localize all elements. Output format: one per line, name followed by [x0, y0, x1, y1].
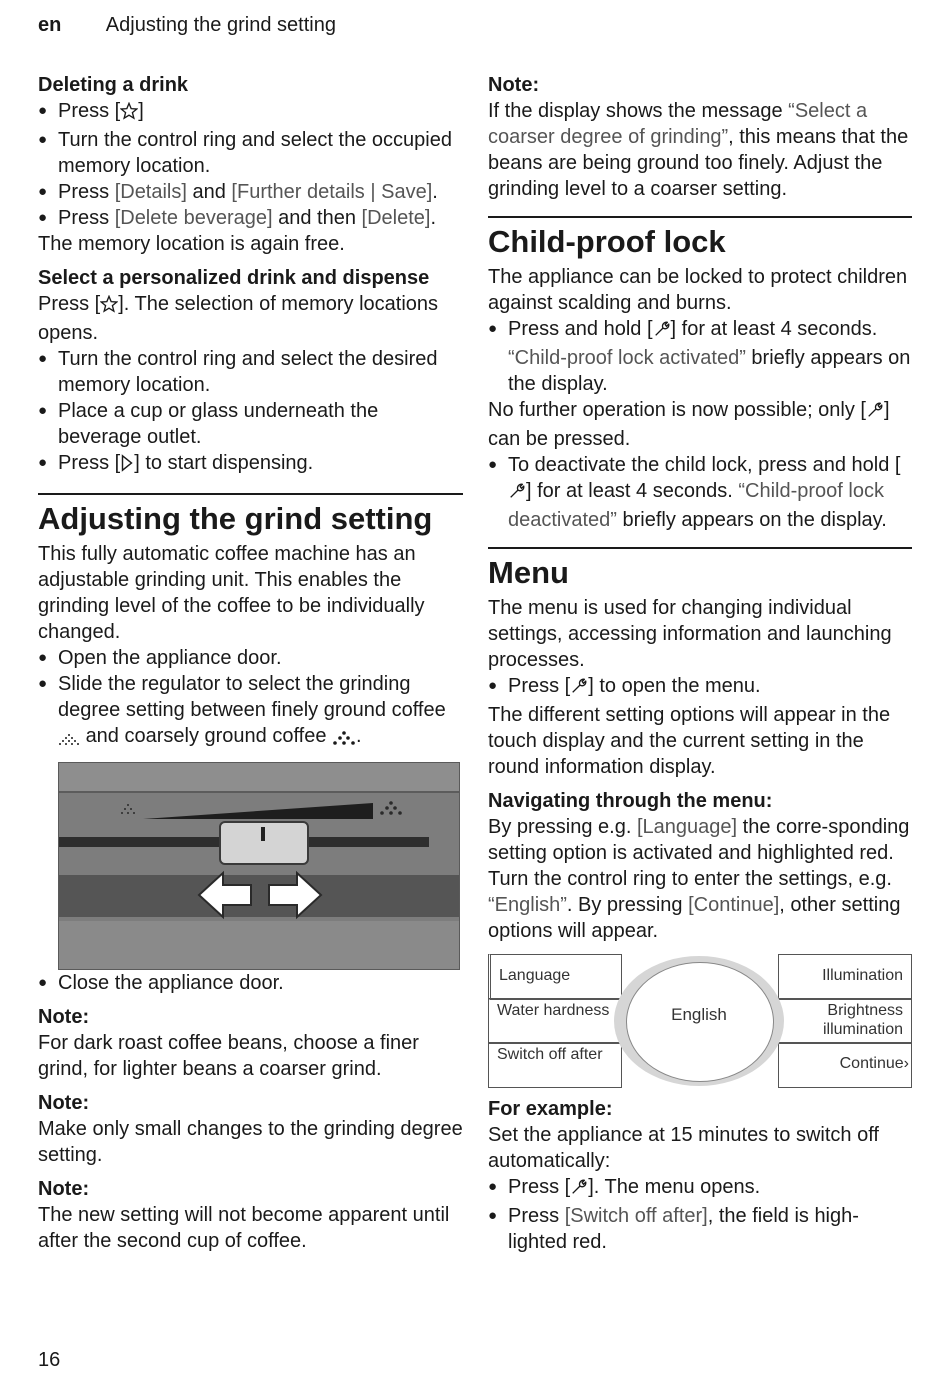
select-steps — [38, 346, 463, 479]
list-item: ● Press [ ] to open the menu. — [488, 673, 912, 702]
list-item: ● Turn the control ring and select the occupied memory location. — [38, 127, 463, 179]
display-text: [Details] — [114, 181, 187, 203]
childlock-deactivate — [488, 452, 912, 533]
list-item: ● Press and hold [ ] for at least 4 seconds. “Child-proof lock activated” briefly appears on the display. — [488, 316, 912, 397]
list-item: ● Press [ ] to start dispensing. — [38, 450, 463, 479]
nav-heading: Navigating through the menu: — [488, 790, 773, 812]
list-item: ● Open the appliance door. — [38, 645, 463, 671]
display-text: “English” — [488, 894, 567, 916]
grind-close-step — [38, 970, 463, 996]
menu-option-water-hardness[interactable]: Water hardness — [488, 998, 622, 1044]
childlock-steps — [488, 316, 912, 397]
slide-arrows-icon — [195, 869, 325, 921]
star-icon — [100, 294, 118, 320]
fine-grind-icon — [58, 726, 80, 752]
display-text: [Switch off after] — [564, 1205, 708, 1227]
grind-regulator-slider[interactable] — [219, 821, 309, 865]
menu-intro: The menu is used for changing individual settings, accessing information and launching processes. — [488, 597, 892, 671]
display-text: [Delete] — [361, 207, 431, 229]
childlock-heading: Child-proof lock — [488, 224, 726, 259]
menu-option-brightness-illumination[interactable]: Brightness illumination — [778, 998, 912, 1044]
select-intro: Press [ ]. The selection of memory locations opens. — [38, 293, 439, 344]
menu-option-switch-off-after[interactable]: Switch off after — [488, 1042, 622, 1088]
list-item: ● To deactivate the child lock, press and hold [] for at least 4 seconds. “Child-proof lock deactivated” briefly appears on the display. — [488, 452, 912, 533]
note-text: Make only small changes to the grinding degree setting. — [38, 1118, 463, 1166]
display-text: [Continue] — [688, 894, 780, 916]
menu-heading: Menu — [488, 555, 569, 590]
display-text: “Child-proof lock deactivated” — [508, 480, 884, 531]
nav-text-2: Turn the control ring to enter the settings, e.g. “English”. By pressing [Continue], other setting options will appear. — [488, 868, 901, 942]
page-header — [38, 14, 336, 37]
menu-continue-button[interactable]: Continue› — [778, 1042, 912, 1088]
example-heading: For example: — [488, 1098, 613, 1120]
appliance-top-panel — [59, 763, 459, 793]
childlock-intro: The appliance can be locked to protect children against scalding and burns. — [488, 266, 908, 314]
menu-option-language[interactable]: Language — [488, 954, 622, 1000]
menu-options: The different setting options will appear in the touch display and the current setting in the round information display. — [488, 704, 891, 778]
coarse-grind-icon — [332, 726, 356, 752]
coarse-grind-icon — [379, 801, 403, 817]
list-item: ● Close the appliance door. — [38, 970, 463, 996]
note-label: Note: — [38, 1006, 90, 1028]
header-title: Adjusting the grind setting — [105, 14, 336, 36]
nav-text-1: By pressing e.g. [Language] the corre-sponding setting option is activated and highlighted red. — [488, 816, 910, 864]
right-column — [488, 72, 912, 1255]
list-item: ● Press [Details] and [Further details | Save]. — [38, 179, 463, 205]
deleting-steps — [38, 98, 463, 231]
grind-scale-wedge — [143, 799, 393, 823]
deleting-result: The memory location is again free. — [38, 233, 345, 255]
display-text: “Select a coarser degree of grinding” — [488, 100, 868, 148]
regulator-marker — [261, 827, 265, 841]
childlock-further: No further operation is now possible; only [ ] can be pressed. — [488, 399, 890, 450]
wrench-icon — [653, 319, 671, 345]
list-item: ● Turn the control ring and select the desired memory location. — [38, 346, 463, 398]
grind-heading: Adjusting the grind setting — [38, 501, 433, 536]
grind-intro: This fully automatic coffee machine has an adjustable grinding unit. This enables the grinding level of the coffee to be individually changed. — [38, 543, 425, 643]
display-text: [Delete beverage] — [114, 207, 273, 229]
menu-option-illumination[interactable]: Illumination — [778, 954, 912, 1000]
page-number: 16 — [38, 1349, 61, 1371]
fine-grind-icon — [117, 803, 139, 817]
grinder-regulator-illustration — [58, 762, 460, 970]
list-item: ● Slide the regulator to select the grinding degree setting between finely ground coffee and coarsely ground coffee . — [38, 671, 463, 752]
appliance-base — [59, 921, 459, 970]
grind-steps — [38, 645, 463, 752]
note-text: The new setting will not become apparent until after the second cup of coffee. — [38, 1204, 450, 1252]
deleting-heading: Deleting a drink — [38, 74, 189, 96]
list-item: ● Press [Delete beverage] and then [Delete]. — [38, 205, 463, 231]
list-item: ● Press [Switch off after], the field is high-lighted red. — [488, 1203, 912, 1255]
wrench-icon — [866, 400, 884, 426]
note-label: Note: — [488, 74, 540, 96]
wrench-icon — [570, 1177, 588, 1203]
section-divider — [38, 493, 463, 495]
left-column — [38, 72, 463, 1254]
current-setting-value: English — [671, 1005, 727, 1024]
example-intro: Set the appliance at 15 minutes to switch off automatically: — [488, 1124, 879, 1172]
wrench-icon — [570, 676, 588, 702]
section-divider — [488, 216, 912, 218]
list-item: ● Place a cup or glass underneath the beverage outlet. — [38, 398, 463, 450]
menu-display-diagram — [488, 954, 912, 1088]
list-item: ● Press [ ]. The menu opens. — [488, 1174, 912, 1203]
display-text: “Child-proof lock activated” — [508, 347, 746, 369]
select-heading: Select a personalized drink and dispense — [38, 267, 430, 289]
note-text: For dark roast coffee beans, choose a finer grind, for lighter beans a coarser grind. — [38, 1032, 419, 1080]
note-label: Note: — [38, 1178, 90, 1200]
display-text: [Further details | Save] — [231, 181, 433, 203]
list-item: ● Press [ ] — [38, 98, 463, 127]
language-code: en — [38, 14, 62, 36]
note-text: If the display shows the message “Select a coarser degree of grinding”, this means that the beans are being ground too finely. Adjust the grinding level to a coarser setting. — [488, 100, 909, 200]
example-steps — [488, 1174, 912, 1255]
display-text: [Language] — [636, 816, 738, 838]
start-icon — [120, 453, 134, 479]
menu-steps — [488, 673, 912, 702]
star-icon — [120, 101, 138, 127]
section-divider — [488, 547, 912, 549]
note-label: Note: — [38, 1092, 90, 1114]
wrench-icon — [508, 481, 526, 507]
